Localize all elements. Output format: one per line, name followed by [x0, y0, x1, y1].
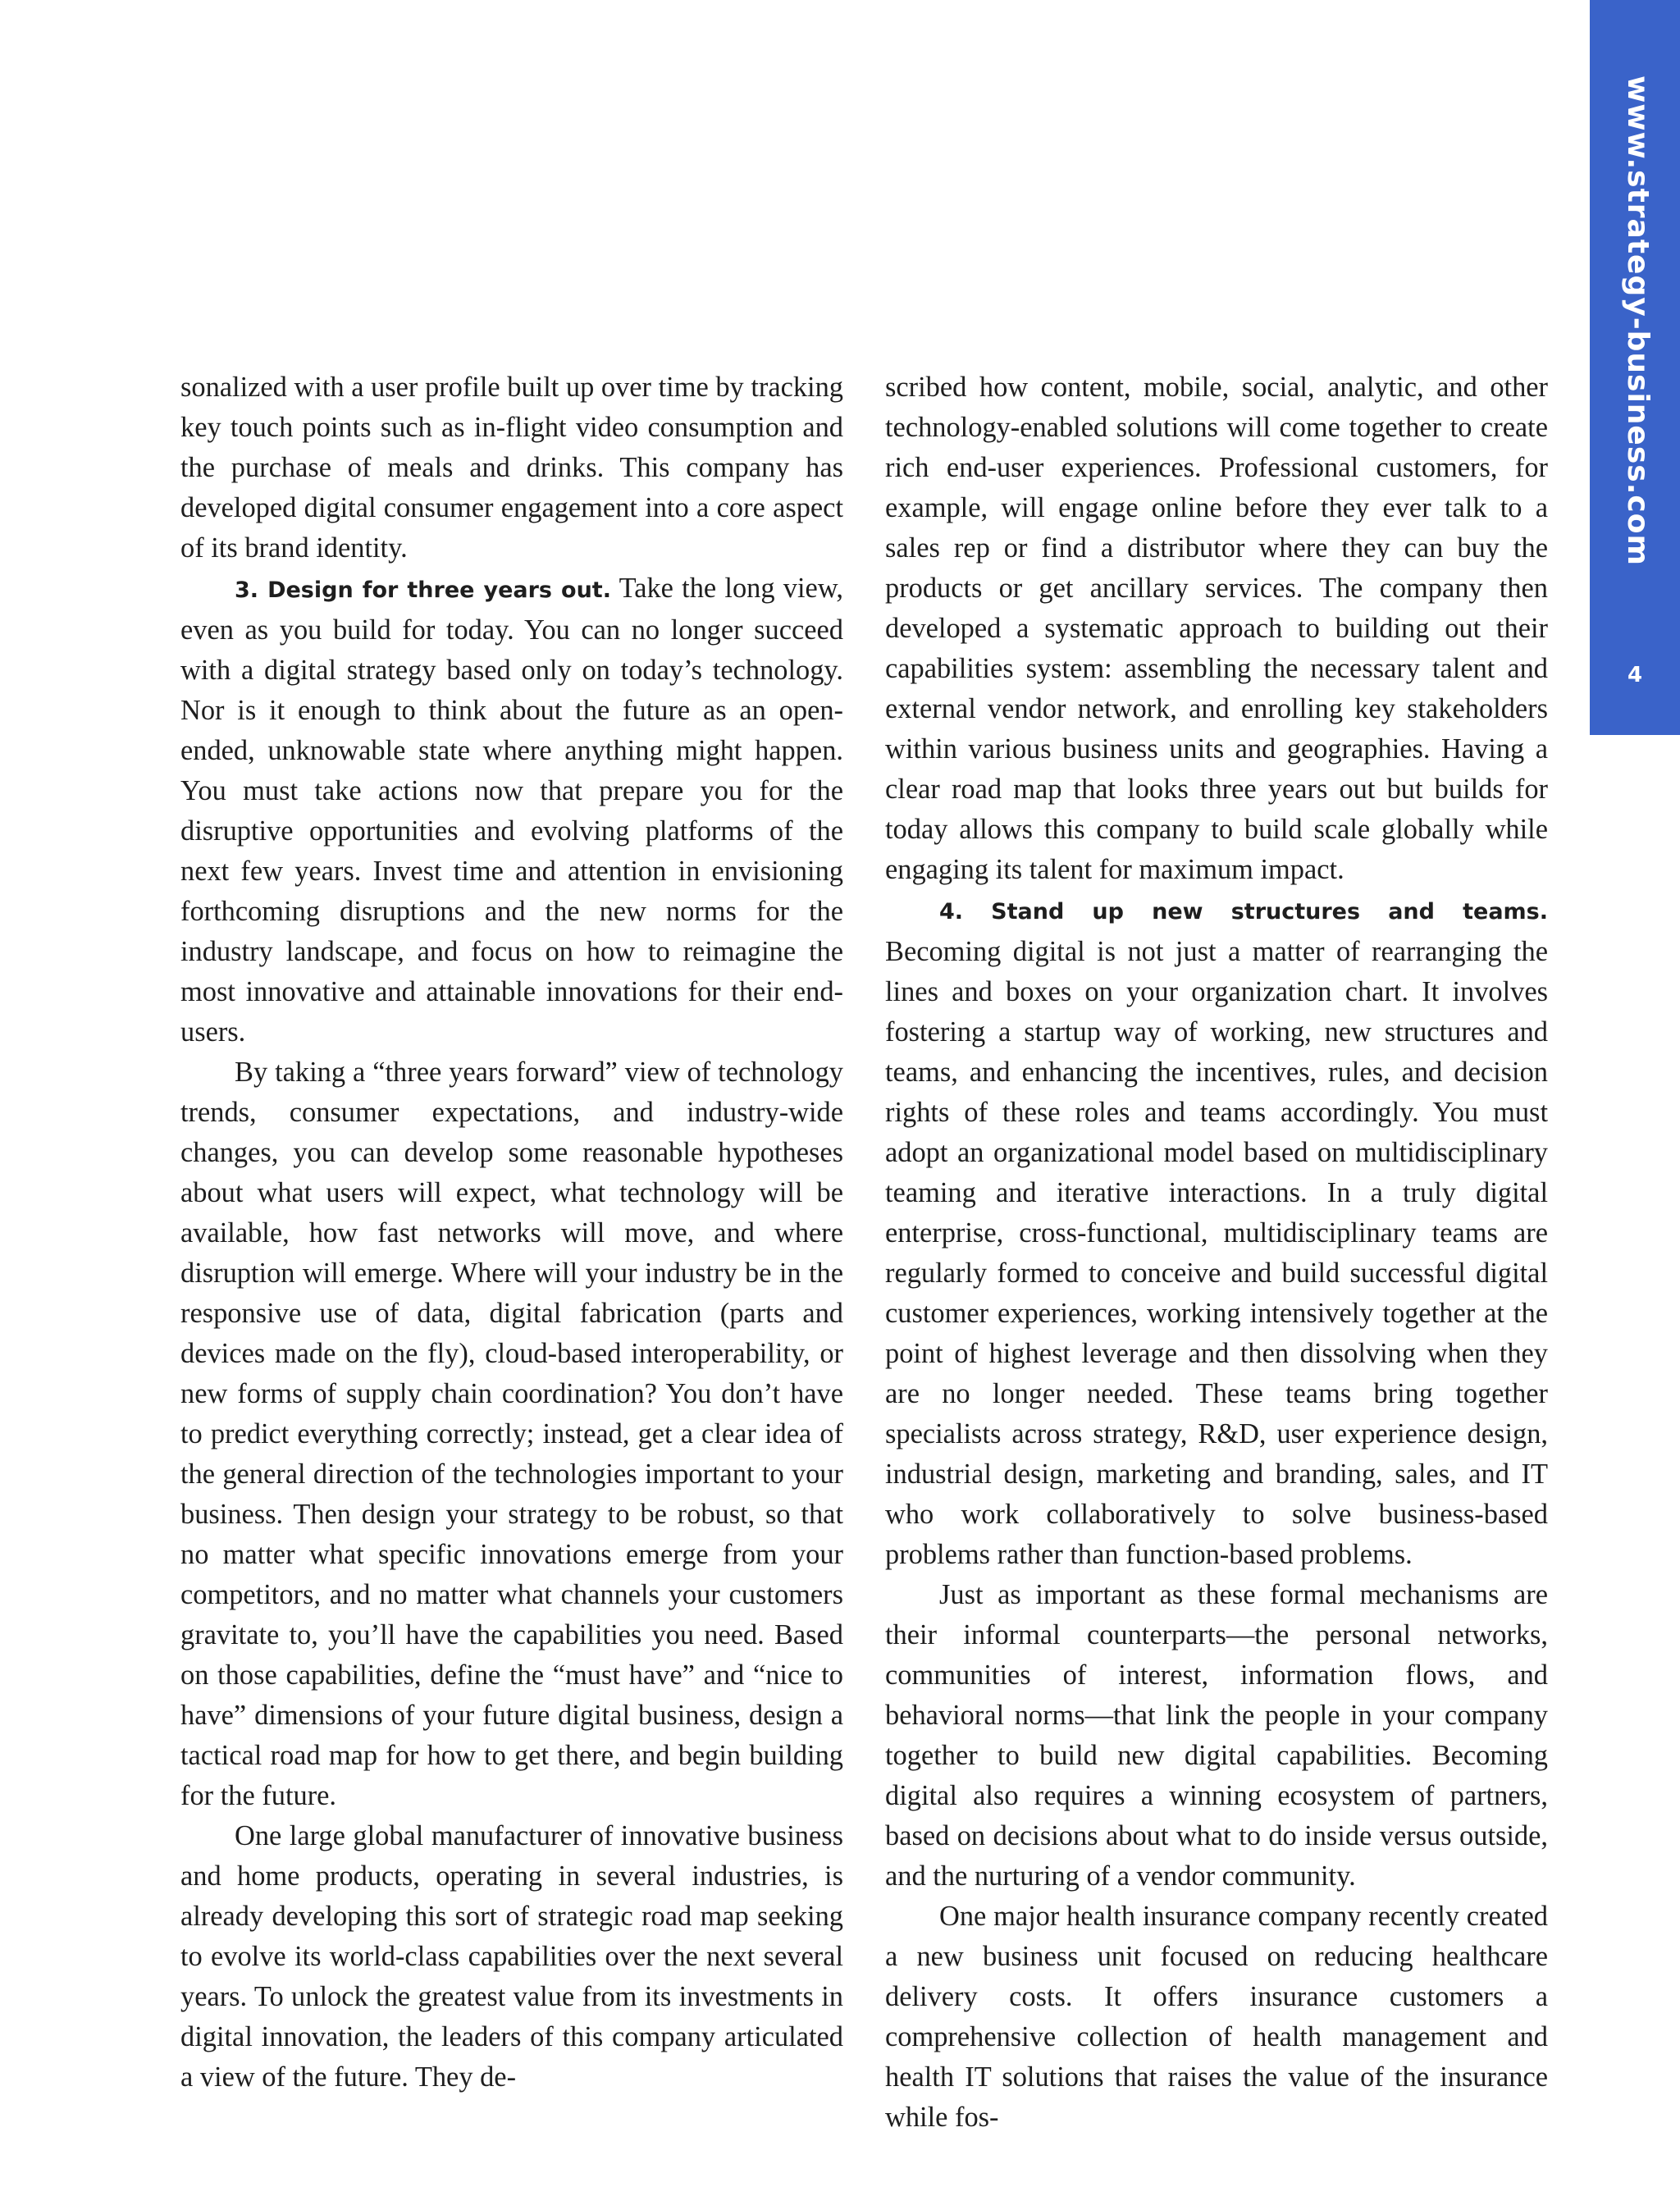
right-column [885, 368, 1548, 2138]
site-url: www.strategy-business.com [1621, 75, 1655, 566]
paragraph-three-years-forward: By taking a “three years forward” view of technology trends, consumer expectations, and industry-wide changes, you can develop some reasonable hypotheses about what users will expect, what technology will be available, how fast networks will move, and where disruption will emerge. Where will your industry be in the responsive use of data, digital fabrication (parts and devices made on the fly), cloud-based interoperability, or new forms of supply chain coordination? You don’t have to predict everything correctly; instead, get a clear idea of the general direction of the technologies important to your business. Then design your strategy to be robust, so that no matter what specific innovations emerge from your competitors, and no matter what channels your customers gravitate to, you’ll have the capabilities you need. Based on those capabilities, define the “must have” and “nice to have” dimensions of your future digital business, design a tactical road map for how to get there, and begin building for the future. [180, 1057, 843, 1811]
paragraph-step-3 [180, 568, 843, 1052]
step-4-body: Becoming digital is not just a matter of rearranging the lines and boxes on your organization chart. It involves fostering a startup way of working, new structures and teams, and enhancing the incentives, rules, and decision rights of these roles and teams accordingly. You must adopt an organizational model based on multidisciplinary teaming and iterative interactions. In a truly digital enterprise, cross-functional, multidisciplinary teams are regularly formed to conceive and build successful digital customer experiences, working intensively together at the point of highest leverage and then dissolving when they are no longer needed. These teams bring together specialists across strategy, R&D, user experience design, industrial design, marketing and branding, sales, and IT who work collaboratively to solve business-based problems rather than function-based problems. [885, 936, 1548, 1570]
step-3-heading: 3. Design for three years out. [235, 578, 611, 603]
page-number: 4 [1627, 663, 1643, 687]
paragraph-insurance-example: One major health insurance company recently created a new business unit focused on reducing healthcare delivery costs. It offers insurance customers a comprehensive collection of health management and health IT solutions that raises the value of the insurance while fos- [885, 1901, 1548, 2133]
paragraph-continued: sonalized with a user profile built up over time by tracking key touch points such as in-flight video consumption and the purchase of meals and drinks. This company has developed digital consumer engagement into a core aspect of its brand identity. [180, 372, 843, 564]
step-4-heading: 4. Stand up new structures and teams. [939, 899, 1548, 924]
paragraph-manufacturer-example: One large global manufacturer of innovative business and home products, operating in several industries, is already developing this sort of strategic road map seeking to evolve its world-class capabilities over the next several years. To unlock the greatest value from its investments in digital innovation, the leaders of this company articulated a view of the future. They de- [180, 1820, 843, 2093]
paragraph-informal-counterparts: Just as important as these formal mechanisms are their informal counterparts—the personal networks, communities of interest, information flows, and behavioral norms—that link the people in your company together to build new digital capabilities. Becoming digital also requires a winning ecosystem of partners, based on decisions about what to do inside versus outside, and the nurturing of a vendor community. [885, 1579, 1548, 1892]
step-3-body: Take the long view, even as you build for today. You can no longer succeed with a digital strategy based only on today’s technology. Nor is it enough to think about the future as an open-ended, unknowable state where anything might happen. You must take actions now that prepare you for the disruptive opportunities and evolving platforms of the next few years. Invest time and attention in envisioning forthcoming disruptions and the new norms for the industry landscape, and focus on how to reimagine the most innovative and attainable innovations for their end-users. [180, 573, 843, 1048]
paragraph-step-4 [885, 890, 1548, 1575]
left-column [180, 368, 843, 2098]
paragraph-continued-right: scribed how content, mobile, social, analytic, and other technology-enabled solutions will come together to create rich end-user experiences. Professional customers, for example, will engage online before they ever talk to a sales rep or find a distributor where they can buy the products or get ancillary services. The company then developed a systematic approach to building out their capabilities system: assembling the necessary talent and external vendor network, and enrolling key stakeholders within various business units and geographies. Having a clear road map that looks three years out but builds for today allows this company to build scale globally while engaging its talent for maximum impact. [885, 372, 1548, 885]
